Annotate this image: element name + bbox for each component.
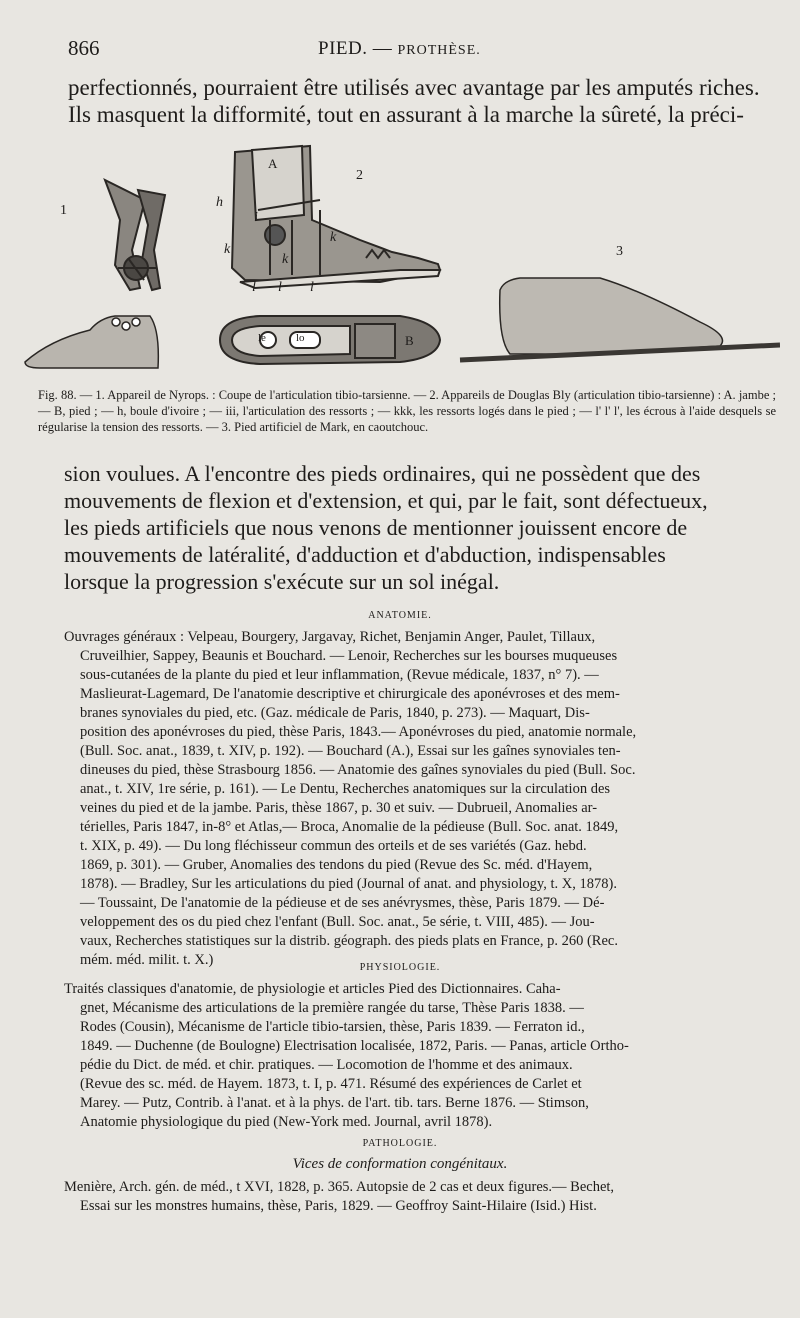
fig1-foot — [25, 316, 158, 368]
caption-text: Fig. 88. — 1. Appareil de Nyrops. : Coupe de l'articulation tibio-tarsienne. — 2. Appareils de Douglas Bly (articulation tibio-tarsienne) : A. jambe ; — B, pied ; — h, boule d'ivoire ; — iii, l'articulation des ressorts ; — kkk, les ressorts logés dans le pied ; — l' l' l', les écrous à l'aide desquels se régularise la tension des ressorts. — 3. Pied artificiel de Mark, en caoutchouc. — [38, 388, 776, 434]
fig-label-le: le — [258, 332, 266, 344]
reference-line: mém. méd. milit. t. X.) — [80, 952, 214, 968]
reference-line: veines du pied et de la jambe. Paris, thèse 1867, p. 30 et suiv. — Dubrueil, Anomalies ar- — [80, 800, 598, 816]
fig-label-lo: lo — [296, 332, 305, 344]
reference-line: veloppement des os du pied chez l'enfant (Bull. Soc. anat., 5e série, t. VIII, 485). — Jou- — [80, 914, 595, 930]
running-title-main: PIED. — [318, 38, 368, 59]
reference-line: Cruveilhier, Sappey, Beaunis et Bouchard. — Lenoir, Recherches sur les bourses muqueuses — [80, 648, 618, 664]
text-line: lorsque la progression s'exécute sur un sol inégal. — [64, 569, 500, 594]
reference-line: Marey. — Putz, Contrib. à l'anat. et à la phys. de l'art. tib. tars. Berne 1876. — Stimson, — [80, 1095, 589, 1111]
reference-line: position des aponévroses du pied, thèse Paris, 1843.— Aponévroses du pied, anatomie normale, — [80, 724, 637, 740]
text-line: Ils masquent la difformité, tout en assurant à la marche la sûreté, la préci- — [68, 102, 744, 127]
text-line: mouvements de flexion et d'extension, et qui, par le fait, sont défectueux, — [64, 488, 708, 513]
text-line: sion voulues. A l'encontre des pieds ordinaires, qui ne possèdent que des — [64, 461, 701, 486]
reference-line: dineuses du pied, thèse Strasbourg 1856. — Anatomie des gaînes synoviales du pied (Bull. Soc. — [80, 762, 636, 778]
page-header — [68, 36, 732, 64]
figure-88 — [20, 140, 780, 385]
fig-label-l: l — [278, 280, 282, 295]
fig-label-l: l — [310, 280, 314, 295]
reference-line: (Bull. Soc. anat., 1839, t. XIV, p. 192). — Bouchard (A.), Essai sur les gaînes synoviales ten- — [80, 743, 621, 759]
reference-line: branes synoviales du pied, etc. (Gaz. médicale de Paris, 1840, p. 273). — Maquart, Dis- — [80, 705, 590, 721]
reference-line: térielles, Paris 1847, in-8° et Atlas,— Broca, Anomalie de la pédieuse (Bull. Soc. anat. 1849, — [80, 819, 619, 835]
physiologie-references — [64, 980, 736, 1132]
figure-illustration — [20, 140, 780, 385]
reference-line: sous-cutanées de la plante du pied et leur inflammation, (Revue médicale, 1837, n° 7). — — [80, 667, 599, 683]
reference-line: Rodes (Cousin), Mécanisme de l'article tibio-tarsien, thèse, Paris 1839. — Ferraton id., — [80, 1019, 585, 1035]
reference-line: 1878). — Bradley, Sur les articulations du pied (Journal of anat. and physiology, t. X, 1878). — [80, 876, 617, 892]
running-title-dash: — — [372, 38, 393, 59]
fig-label-k: k — [330, 230, 337, 245]
section-heading-pathologie: PATHOLOGIE. — [362, 1138, 438, 1149]
fig-label-B: B — [405, 333, 414, 348]
fig-label-1: 1 — [60, 203, 67, 218]
reference-line: — Toussaint, De l'anatomie de la pédieuse et de ses anévrysmes, thèse, Paris 1879. — Dé- — [80, 895, 605, 911]
running-title — [318, 38, 481, 60]
fig-label-l: l — [252, 280, 256, 295]
reference-line: 1849. — Duchenne (de Boulogne) Electrisation localisée, 1872, Paris. — Panas, article Ortho- — [80, 1038, 629, 1054]
reference-line: 1869, p. 301). — Gruber, Anomalies des tendons du pied (Revue des Sc. méd. d'Hayem, — [80, 857, 593, 873]
fig-label-k: k — [282, 252, 289, 267]
subsection-heading: Vices de conformation congénitaux. — [292, 1156, 508, 1172]
pathologie-references — [64, 1178, 736, 1216]
text-line: mouvements de latéralité, d'adduction et d'abduction, indispensables — [64, 542, 666, 567]
fig-label-A: A — [268, 156, 278, 171]
reference-line: (Revue des sc. méd. de Hayem. 1873, t. I, p. 471. Résumé des expériences de Carlet et — [80, 1076, 582, 1092]
fig-label-k: k — [224, 242, 231, 257]
text-line: les pieds artificiels que nous venons de mentionner jouissent encore de — [64, 515, 688, 540]
body-paragraph — [64, 460, 734, 595]
reference-line: anat., t. XIV, 1re série, p. 161). — Le Dentu, Recherches anatomiques sur la circulation des — [80, 781, 611, 797]
reference-line: pédie du Dict. de méd. et chir. pratiques. — Locomotion de l'homme et des animaux. — [80, 1057, 573, 1073]
fig-label-3: 3 — [616, 244, 623, 259]
reference-line: Anatomie physiologique du pied (New-York med. Journal, avril 1878). — [80, 1114, 493, 1130]
reference-line: Essai sur les monstres humains, thèse, Paris, 1829. — Geoffroy Saint-Hilaire (Isid.) Hist. — [80, 1198, 597, 1214]
reference-line: Traités classiques d'anatomie, de physiologie et articles Pied des Dictionnaires. Caha- — [64, 981, 561, 997]
anatomie-references — [64, 628, 736, 970]
fig1-nyrops-apparatus — [105, 180, 165, 290]
reference-line: Menière, Arch. gén. de méd., t XVI, 1828, p. 365. Autopsie de 2 cas et deux figures.— Bechet, — [64, 1179, 615, 1195]
fig-label-2: 2 — [356, 168, 363, 183]
fig2-leg-section — [232, 146, 440, 288]
fig3-mark-foot — [460, 278, 780, 360]
reference-line: gnet, Mécanisme des articulations de la première rangée du tarse, Thèse Paris 1838. — — [80, 1000, 584, 1016]
figure-caption — [38, 387, 776, 435]
fig-label-i: i — [254, 210, 258, 225]
fig-label-h: h — [216, 195, 223, 210]
running-title-sub: PROTHÈSE. — [397, 43, 481, 58]
section-heading-physiologie: PHYSIOLOGIE. — [359, 962, 441, 973]
reference-line: t. XIX, p. 49). — Du long fléchisseur commun des orteils et de ses variétés (Gaz. hebd. — [80, 838, 587, 854]
text-line: perfectionnés, pourraient être utilisés avec avantage par les amputés riches. — [68, 75, 760, 100]
reference-line: vaux, Recherches statistiques sur la distrib. géograph. des pieds plats en France, p. 260 (Rec. — [80, 933, 618, 949]
reference-line: Ouvrages généraux : Velpeau, Bourgery, Jargavay, Richet, Benjamin Anger, Paulet, Tillaux, — [64, 629, 596, 645]
page-number: 866 — [68, 36, 100, 60]
section-heading-anatomie: ANATOMIE. — [368, 610, 432, 621]
reference-line: Maslieurat-Lagemard, De l'anatomie descriptive et chirurgicale des aponévroses et des mem- — [80, 686, 620, 702]
